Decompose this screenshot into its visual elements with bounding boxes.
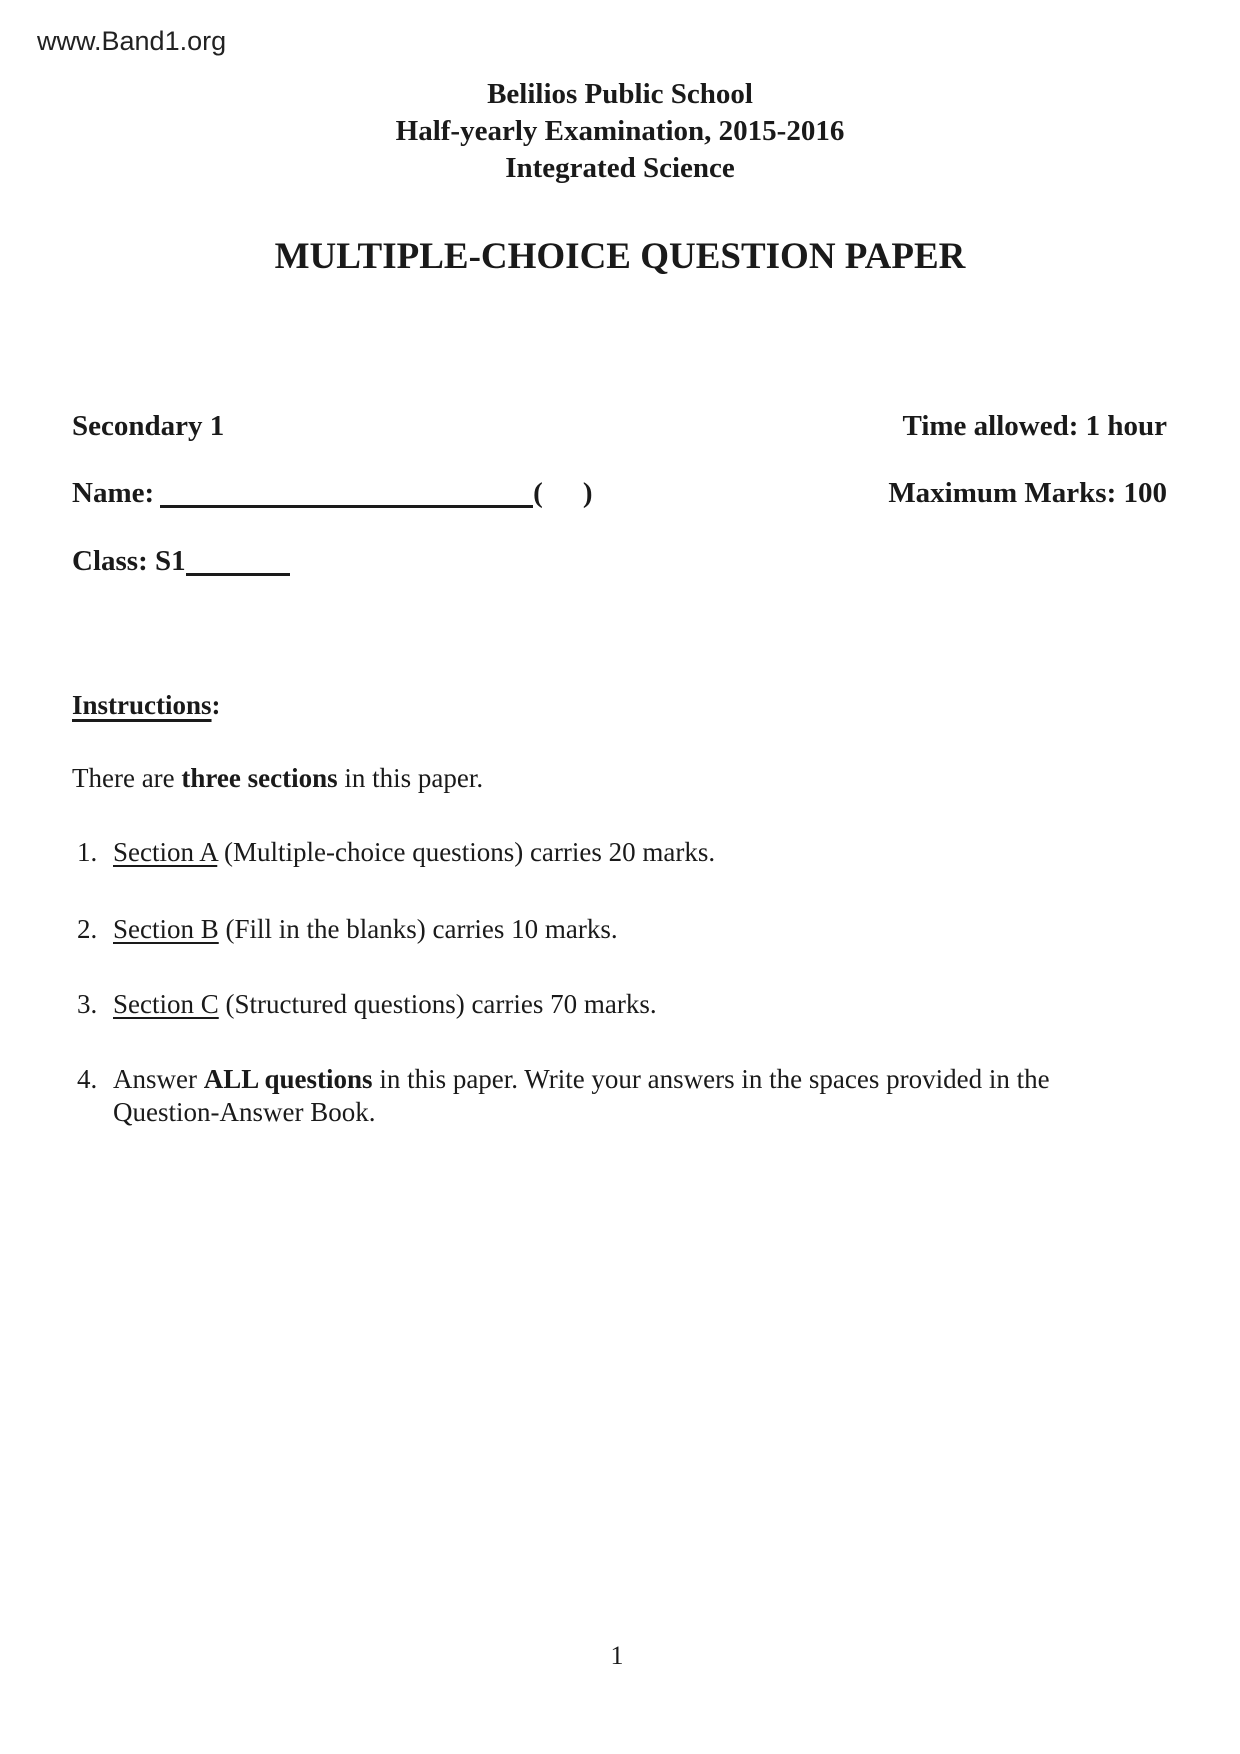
paper-title: MULTIPLE-CHOICE QUESTION PAPER <box>274 236 966 277</box>
instructions-heading <box>72 689 221 722</box>
item-number: 2. <box>77 914 98 944</box>
exam-name: Half-yearly Examination, 2015-2016 <box>395 115 845 147</box>
item-number: 4. <box>77 1064 98 1094</box>
intro-text-post: in this paper. <box>337 763 484 793</box>
item-text <box>113 988 657 1021</box>
instructions-intro <box>72 762 483 795</box>
item-text <box>113 913 618 946</box>
item-line2: Question-Answer Book. <box>113 1097 376 1127</box>
intro-text-bold: three sections <box>181 763 338 793</box>
class-row <box>72 544 290 578</box>
item-rest: (Fill in the blanks) carries 10 marks. <box>218 914 618 944</box>
instruction-item-1 <box>77 836 715 869</box>
instructions-heading-colon: : <box>211 690 221 720</box>
section-a-label: Section A <box>113 837 218 867</box>
instruction-item-2 <box>77 913 618 946</box>
instruction-item-4 <box>77 1063 1050 1129</box>
item-pre: Answer <box>113 1064 204 1094</box>
section-c-label: Section C <box>113 989 219 1019</box>
watermark-text: www.Band1.org <box>37 26 227 56</box>
max-marks-label: Maximum Marks: 100 <box>888 477 1167 509</box>
name-label: Name: <box>72 477 155 509</box>
paren-open: ( <box>533 477 543 509</box>
item-number: 3. <box>77 989 98 1019</box>
item-text <box>113 1063 1050 1129</box>
name-row <box>72 476 592 510</box>
name-blank-line <box>160 505 533 508</box>
class-blank-line <box>186 573 290 576</box>
instructions-heading-word: Instructions <box>72 690 212 720</box>
level-label: Secondary 1 <box>72 410 225 442</box>
item-number: 1. <box>77 837 98 867</box>
item-rest: (Structured questions) carries 70 marks. <box>218 989 657 1019</box>
section-b-label: Section B <box>113 914 219 944</box>
item-text <box>113 836 715 869</box>
document-header <box>0 76 1240 187</box>
item-line1-rest: in this paper. Write your answers in the spaces provided in the <box>372 1064 1050 1094</box>
class-label: Class: S1 <box>72 545 186 577</box>
page-number: 1 <box>610 1641 624 1670</box>
item-rest: (Multiple-choice questions) carries 20 marks. <box>217 837 716 867</box>
subject-name: Integrated Science <box>505 152 735 184</box>
item-bold: ALL questions <box>203 1064 373 1094</box>
intro-text-pre: There are <box>72 763 182 793</box>
time-allowed-label: Time allowed: 1 hour <box>902 410 1167 442</box>
paren-close: ) <box>582 477 593 509</box>
school-name: Belilios Public School <box>487 78 753 110</box>
instruction-item-3 <box>77 988 657 1021</box>
